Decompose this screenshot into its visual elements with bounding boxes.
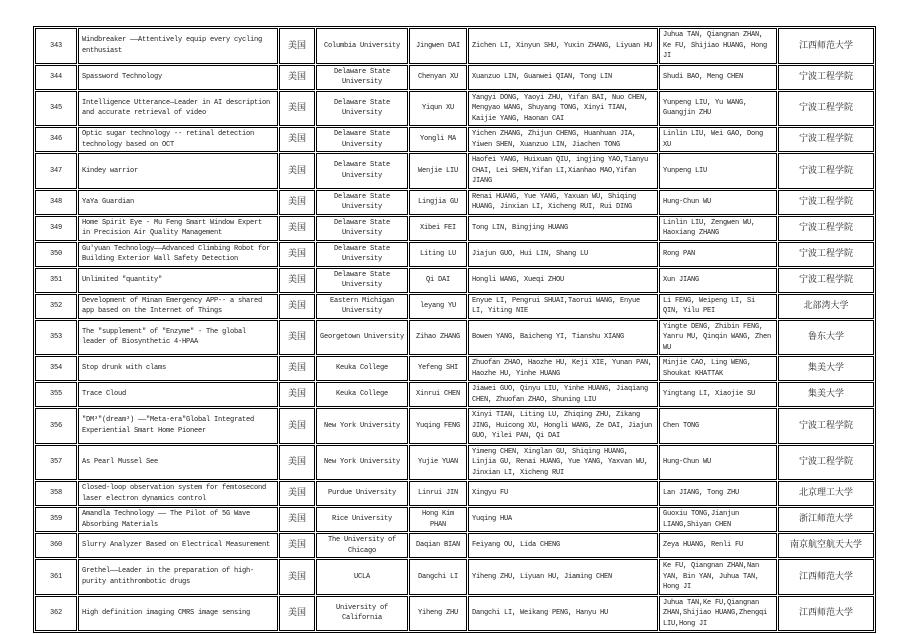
cell-foreign-university: UCLA [316,559,408,595]
cell-chinese-university: 江西师范大学 [778,559,874,595]
cell-chinese-university: 宁波工程学院 [778,127,874,152]
cell-chinese-university: 宁波工程学院 [778,268,874,293]
cell-country: 美国 [279,28,315,64]
cell-serial-number: 348 [35,190,77,215]
table-row [35,596,874,632]
cell-advisors: Juhua TAN,Ke FU,Qiangnan ZHAN,Shijiao HUANG,Zhengqi LIU,Hong JI [659,596,777,632]
cell-team-leader: Zihao ZHANG [409,320,467,356]
cell-project-title: Intelligence Utterance—Leader in AI description and accurate retrieval of video [78,91,278,127]
cell-country: 美国 [279,356,315,381]
cell-project-title: Slurry Analyzer Based on Electrical Measurement [78,533,278,558]
cell-country: 美国 [279,190,315,215]
cell-advisors: Yingte DENG, Zhibin FENG, Yanru MU, Qinqin WANG, Zhen WU [659,320,777,356]
cell-advisors: Li FENG, Weipeng LI, Si QIN, Yilu PEI [659,294,777,319]
cell-chinese-university: 北京理工大学 [778,481,874,506]
cell-foreign-university: Georgetown University [316,320,408,356]
cell-advisors: Juhua TAN, Qiangnan ZHAN, Ke FU, Shijiao HUANG, Hong JI [659,28,777,64]
cell-team-leader: Yefeng SHI [409,356,467,381]
cell-foreign-university: New York University [316,445,408,481]
cell-project-title: Development of Minan Emergency APP-- a shared app based on the Internet of Things [78,294,278,319]
table-row [35,65,874,90]
cell-advisors: Linlin LIU, Wei GAO, Dong XU [659,127,777,152]
cell-country: 美国 [279,596,315,632]
cell-foreign-university: Eastern Michigan University [316,294,408,319]
cell-country: 美国 [279,153,315,189]
cell-country: 美国 [279,481,315,506]
cell-foreign-university: Keuka College [316,382,408,407]
cell-project-title: Windbreaker ——Attentively equip every cycling enthusiast [78,28,278,64]
cell-serial-number: 357 [35,445,77,481]
cell-country: 美国 [279,382,315,407]
cell-project-title: High definition imaging CMRS image sensing [78,596,278,632]
cell-team-members: Zhuofan ZHAO, Haozhe HU, Keji XIE, Yunan PAN, Haozhe HU, Yinhe HUANG [468,356,658,381]
cell-project-title: The "supplement" of "Enzyme" - The global leader of Biosynthetic 4-HPAA [78,320,278,356]
cell-foreign-university: Keuka College [316,356,408,381]
cell-serial-number: 350 [35,242,77,267]
cell-foreign-university: Delaware State University [316,65,408,90]
cell-team-members: Yiheng ZHU, Liyuan HU, Jiaming CHEN [468,559,658,595]
cell-country: 美国 [279,127,315,152]
cell-team-members: Jiawei GUO, Qinyu LIU, Yinhe HUANG, Jiaqiang CHEN, Zhuofan ZHAO, Shuning LIU [468,382,658,407]
cell-project-title: Home Spirit Eye - Mu Feng Smart Window Expert in Precision Air Quality Management [78,216,278,241]
cell-serial-number: 344 [35,65,77,90]
cell-team-leader: leyang YU [409,294,467,319]
cell-chinese-university: 江西师范大学 [778,596,874,632]
cell-team-members: Dangchi LI, Weikang PENG, Hanyu HU [468,596,658,632]
cell-team-leader: Yujie YUAN [409,445,467,481]
cell-project-title: Kindey warrior [78,153,278,189]
cell-serial-number: 355 [35,382,77,407]
cell-project-title: Trace Cloud [78,382,278,407]
cell-team-members: Renai HUANG, Yue YANG, Yaxuan WU, Shiqing HUANG, Jinxian LI, Xicheng RUI, Rui DING [468,190,658,215]
table-row [35,382,874,407]
table-row [35,481,874,506]
cell-serial-number: 361 [35,559,77,595]
cell-project-title: Gu'yuan Technology——Advanced Climbing Robot for Building Exterior Wall Safety Detection [78,242,278,267]
cell-advisors: Xun JIANG [659,268,777,293]
cell-team-members: Bowen YANG, Baicheng YI, Tianshu XIANG [468,320,658,356]
cell-team-leader: Jingwen DAI [409,28,467,64]
cell-advisors: Minjie CAO, Ling WENG, Shoukat KHATTAK [659,356,777,381]
cell-team-members: Xuanzuo LIN, Guanwei QIAN, Tong LIN [468,65,658,90]
table-row [35,153,874,189]
cell-team-leader: Yongli MA [409,127,467,152]
cell-serial-number: 362 [35,596,77,632]
cell-advisors: Rong PAN [659,242,777,267]
cell-chinese-university: 鲁东大学 [778,320,874,356]
cell-foreign-university: Purdue University [316,481,408,506]
table-sheet [33,26,876,633]
cell-team-leader: Dangchi LI [409,559,467,595]
cell-project-title: Grethel——Leader in the preparation of high-purity antithrombotic drugs [78,559,278,595]
cell-serial-number: 353 [35,320,77,356]
cell-country: 美国 [279,533,315,558]
cell-serial-number: 354 [35,356,77,381]
cell-advisors: Yunpeng LIU [659,153,777,189]
cell-chinese-university: 浙江师范大学 [778,507,874,532]
cell-chinese-university: 宁波工程学院 [778,216,874,241]
cell-team-leader: Linrui JIN [409,481,467,506]
cell-advisors: Ke FU, Qiangnan ZHAN,Nan YAN, Bin YAN, Juhua TAN, Hong JI [659,559,777,595]
cell-chinese-university: 江西师范大学 [778,28,874,64]
cell-advisors: Hung-Chun WU [659,445,777,481]
cell-foreign-university: Delaware State University [316,268,408,293]
cell-advisors: Hung-Chun WU [659,190,777,215]
cell-team-members: Yichen ZHANG, Zhijun CHENG, Huanhuan JIA, Yiwen SHEN, Xuanzuo LIN, Jiachen TONG [468,127,658,152]
cell-project-title: Spassword Technology [78,65,278,90]
cell-team-leader: Chenyan XU [409,65,467,90]
cell-project-title: Amandla Technology —— The Pilot of 5G Wave Absorbing Materials [78,507,278,532]
cell-foreign-university: The University of Chicago [316,533,408,558]
cell-team-members: Enyue LI, Pengrui SHUAI,Taorui WANG, Enyue LI, Yiting NIE [468,294,658,319]
cell-foreign-university: Delaware State University [316,190,408,215]
cell-chinese-university: 集美大学 [778,356,874,381]
cell-chinese-university: 北部湾大学 [778,294,874,319]
cell-foreign-university: Rice University [316,507,408,532]
cell-team-leader: Daqian BIAN [409,533,467,558]
cell-project-title: Closed-loop observation system for femtosecond laser electron dynamics control [78,481,278,506]
cell-foreign-university: University of California [316,596,408,632]
cell-serial-number: 347 [35,153,77,189]
cell-serial-number: 358 [35,481,77,506]
cell-country: 美国 [279,294,315,319]
cell-advisors: Shudi BAO, Meng CHEN [659,65,777,90]
cell-chinese-university: 宁波工程学院 [778,408,874,444]
cell-chinese-university: 宁波工程学院 [778,190,874,215]
cell-team-members: Xinyi TIAN, Liting LU, Zhiqing ZHU, Zikang JING, Huicong XU, Hongli WANG, Ze DAI, Jiajun GUO, Yilei PAN, Qi DAI [468,408,658,444]
cell-country: 美国 [279,91,315,127]
cell-team-members: Yuqing HUA [468,507,658,532]
cell-team-leader: Hong Kim PHAN [409,507,467,532]
cell-chinese-university: 集美大学 [778,382,874,407]
cell-foreign-university: Delaware State University [316,91,408,127]
table-row [35,533,874,558]
table-row [35,445,874,481]
cell-advisors: Linlin LIU, Zengwen WU, Haoxiang ZHANG [659,216,777,241]
table-row [35,216,874,241]
projects-table [33,26,876,633]
cell-chinese-university: 宁波工程学院 [778,445,874,481]
cell-serial-number: 360 [35,533,77,558]
cell-team-leader: Xinrui CHEN [409,382,467,407]
cell-serial-number: 351 [35,268,77,293]
cell-team-members: Feiyang OU, Lida CHENG [468,533,658,558]
table-row [35,127,874,152]
cell-serial-number: 359 [35,507,77,532]
cell-team-members: Jiajun GUO, Hui LIN, Shang LU [468,242,658,267]
cell-foreign-university: Columbia University [316,28,408,64]
cell-team-leader: Yuqing FENG [409,408,467,444]
cell-chinese-university: 宁波工程学院 [778,242,874,267]
table-row [35,91,874,127]
cell-chinese-university: 宁波工程学院 [778,91,874,127]
table-row [35,507,874,532]
cell-team-leader: Wenjie LIU [409,153,467,189]
cell-team-members: Xingyu FU [468,481,658,506]
cell-advisors: Chen TONG [659,408,777,444]
cell-foreign-university: Delaware State University [316,127,408,152]
cell-team-leader: Liting LU [409,242,467,267]
cell-team-leader: Lingjia GU [409,190,467,215]
cell-team-leader: Xibei FEI [409,216,467,241]
table-row [35,559,874,595]
cell-project-title: As Pearl Mussel See [78,445,278,481]
table-row [35,190,874,215]
cell-project-title: YaYa Guardian [78,190,278,215]
cell-team-leader: Yiqun XU [409,91,467,127]
cell-advisors: Zeya HUANG, Renli FU [659,533,777,558]
table-row [35,268,874,293]
cell-serial-number: 346 [35,127,77,152]
cell-team-members: Tong LIN, Bingjing HUANG [468,216,658,241]
cell-foreign-university: New York University [316,408,408,444]
cell-team-members: Yangyi DONG, Yaoyi ZHU, Yifan BAI, Nuo CHEN, Mengyao WANG, Shuyang TONG, Xinyi TIAN, Kaijie YANG, Haonan CAI [468,91,658,127]
cell-team-members: Yimeng CHEN, Xinglan GU, Shiqing HUANG, Linjia GU, Renai HUANG, Yue YANG, Yaxvan WU, Jinxian LI, Xicheng RUI [468,445,658,481]
cell-serial-number: 349 [35,216,77,241]
table-row [35,28,874,64]
table-row [35,320,874,356]
cell-project-title: Optic sugar technology -- retinal detection technology based on OCT [78,127,278,152]
cell-advisors: Guoxiu TONG,Jianjun LIANG,Shiyan CHEN [659,507,777,532]
projects-table-body [35,28,874,631]
cell-country: 美国 [279,216,315,241]
cell-team-leader: Qi DAI [409,268,467,293]
cell-team-members: Haofei YANG, Huixuan QIU, ingjing YAO,Tianyu CHAI, Lei SHEN,Yifan LI,Xianhao MAO,Yifan JIANG [468,153,658,189]
cell-team-members: Zichen LI, Xinyun SHU, Yuxin ZHANG, Liyuan HU [468,28,658,64]
cell-serial-number: 352 [35,294,77,319]
cell-country: 美国 [279,65,315,90]
cell-foreign-university: Delaware State University [316,216,408,241]
cell-country: 美国 [279,559,315,595]
cell-advisors: Yingtang LI, Xiaojie SU [659,382,777,407]
cell-country: 美国 [279,445,315,481]
cell-country: 美国 [279,242,315,267]
cell-foreign-university: Delaware State University [316,153,408,189]
cell-country: 美国 [279,507,315,532]
table-row [35,294,874,319]
cell-team-members: Hongli WANG, Xueqi ZHOU [468,268,658,293]
table-row [35,408,874,444]
cell-chinese-university: 宁波工程学院 [778,65,874,90]
cell-foreign-university: Delaware State University [316,242,408,267]
cell-project-title: Unlimited "quantity" [78,268,278,293]
cell-project-title: Stop drunk with clams [78,356,278,381]
cell-advisors: Lan JIANG, Tong ZHU [659,481,777,506]
cell-project-title: "DM³"(dream³) ——"Meta-era"Global Integrated Experiential Smart Home Pioneer [78,408,278,444]
cell-serial-number: 345 [35,91,77,127]
cell-country: 美国 [279,268,315,293]
cell-advisors: Yunpeng LIU, Yu WANG, Guangjin ZHU [659,91,777,127]
cell-country: 美国 [279,320,315,356]
table-row [35,356,874,381]
cell-country: 美国 [279,408,315,444]
cell-team-leader: Yiheng ZHU [409,596,467,632]
table-row [35,242,874,267]
cell-chinese-university: 宁波工程学院 [778,153,874,189]
cell-serial-number: 343 [35,28,77,64]
cell-serial-number: 356 [35,408,77,444]
cell-chinese-university: 南京航空航天大学 [778,533,874,558]
